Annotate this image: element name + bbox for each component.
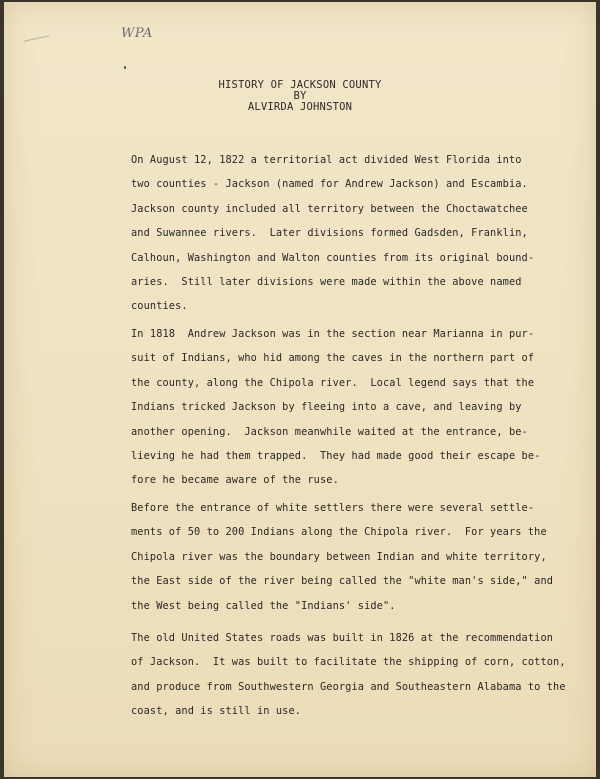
paragraph-2	[131, 322, 541, 493]
ink-dot	[124, 66, 126, 69]
text-line: On August 12, 1822 a territorial act divided West Florida into	[131, 154, 522, 166]
text-line: suit of Indians, who hid among the caves in the northern part of	[131, 352, 535, 365]
document-title: HISTORY OF JACKSON COUNTY	[218, 79, 382, 91]
handwritten-note: WPA	[121, 26, 153, 41]
text-line: Before the entrance of white settlers there were several settle-	[131, 502, 535, 514]
author-name: ALVIRDA JOHNSTON	[247, 101, 353, 113]
text-line: aries. Still later divisions were made within the above named	[131, 276, 522, 289]
text-line: The old United States roads was built in 1826 at the recommendation	[131, 632, 554, 644]
text-line: Jackson county included all territory between the Choctawatchee	[131, 202, 528, 215]
paragraph-4	[131, 626, 566, 724]
text-line: In 1818 Andrew Jackson was in the section near Marianna in pur-	[131, 328, 535, 340]
text-line: lieving he had them trapped. They had made good their escape be-	[131, 450, 541, 463]
text-line: Chipola river was the boundary between Indian and white territory,	[131, 550, 547, 563]
title-by: BY	[293, 90, 307, 102]
text-line: Indians tricked Jackson by fleeing into a cave, and leaving by	[131, 401, 522, 414]
text-line: two counties - Jackson (named for Andrew Jackson) and Escambia.	[131, 178, 528, 191]
text-line: counties.	[131, 300, 188, 313]
text-line: the East side of the river being called the "white man's side," and	[131, 575, 554, 588]
text-line: coast, and is still in use.	[131, 705, 302, 718]
paragraph-1	[131, 148, 541, 319]
paragraph-3	[131, 496, 554, 618]
text-line: of Jackson. It was built to facilitate the shipping of corn, cotton,	[131, 656, 566, 669]
text-line: the West being called the "Indians' side".	[131, 599, 396, 612]
text-line: fore he became aware of the ruse.	[131, 474, 339, 487]
text-line: another opening. Jackson meanwhile waited at the entrance, be-	[131, 425, 528, 438]
text-line: and Suwannee rivers. Later divisions formed Gadsden, Franklin,	[131, 227, 528, 240]
text-line: ments of 50 to 200 Indians along the Chipola river. For years the	[131, 526, 547, 539]
text-line: Calhoun, Washington and Walton counties from its original bound-	[131, 251, 535, 264]
pencil-mark	[24, 35, 51, 47]
text-line: the county, along the Chipola river. Local legend says that the	[131, 376, 535, 389]
text-line: and produce from Southwestern Georgia and Southeastern Alabama to the	[131, 680, 566, 693]
